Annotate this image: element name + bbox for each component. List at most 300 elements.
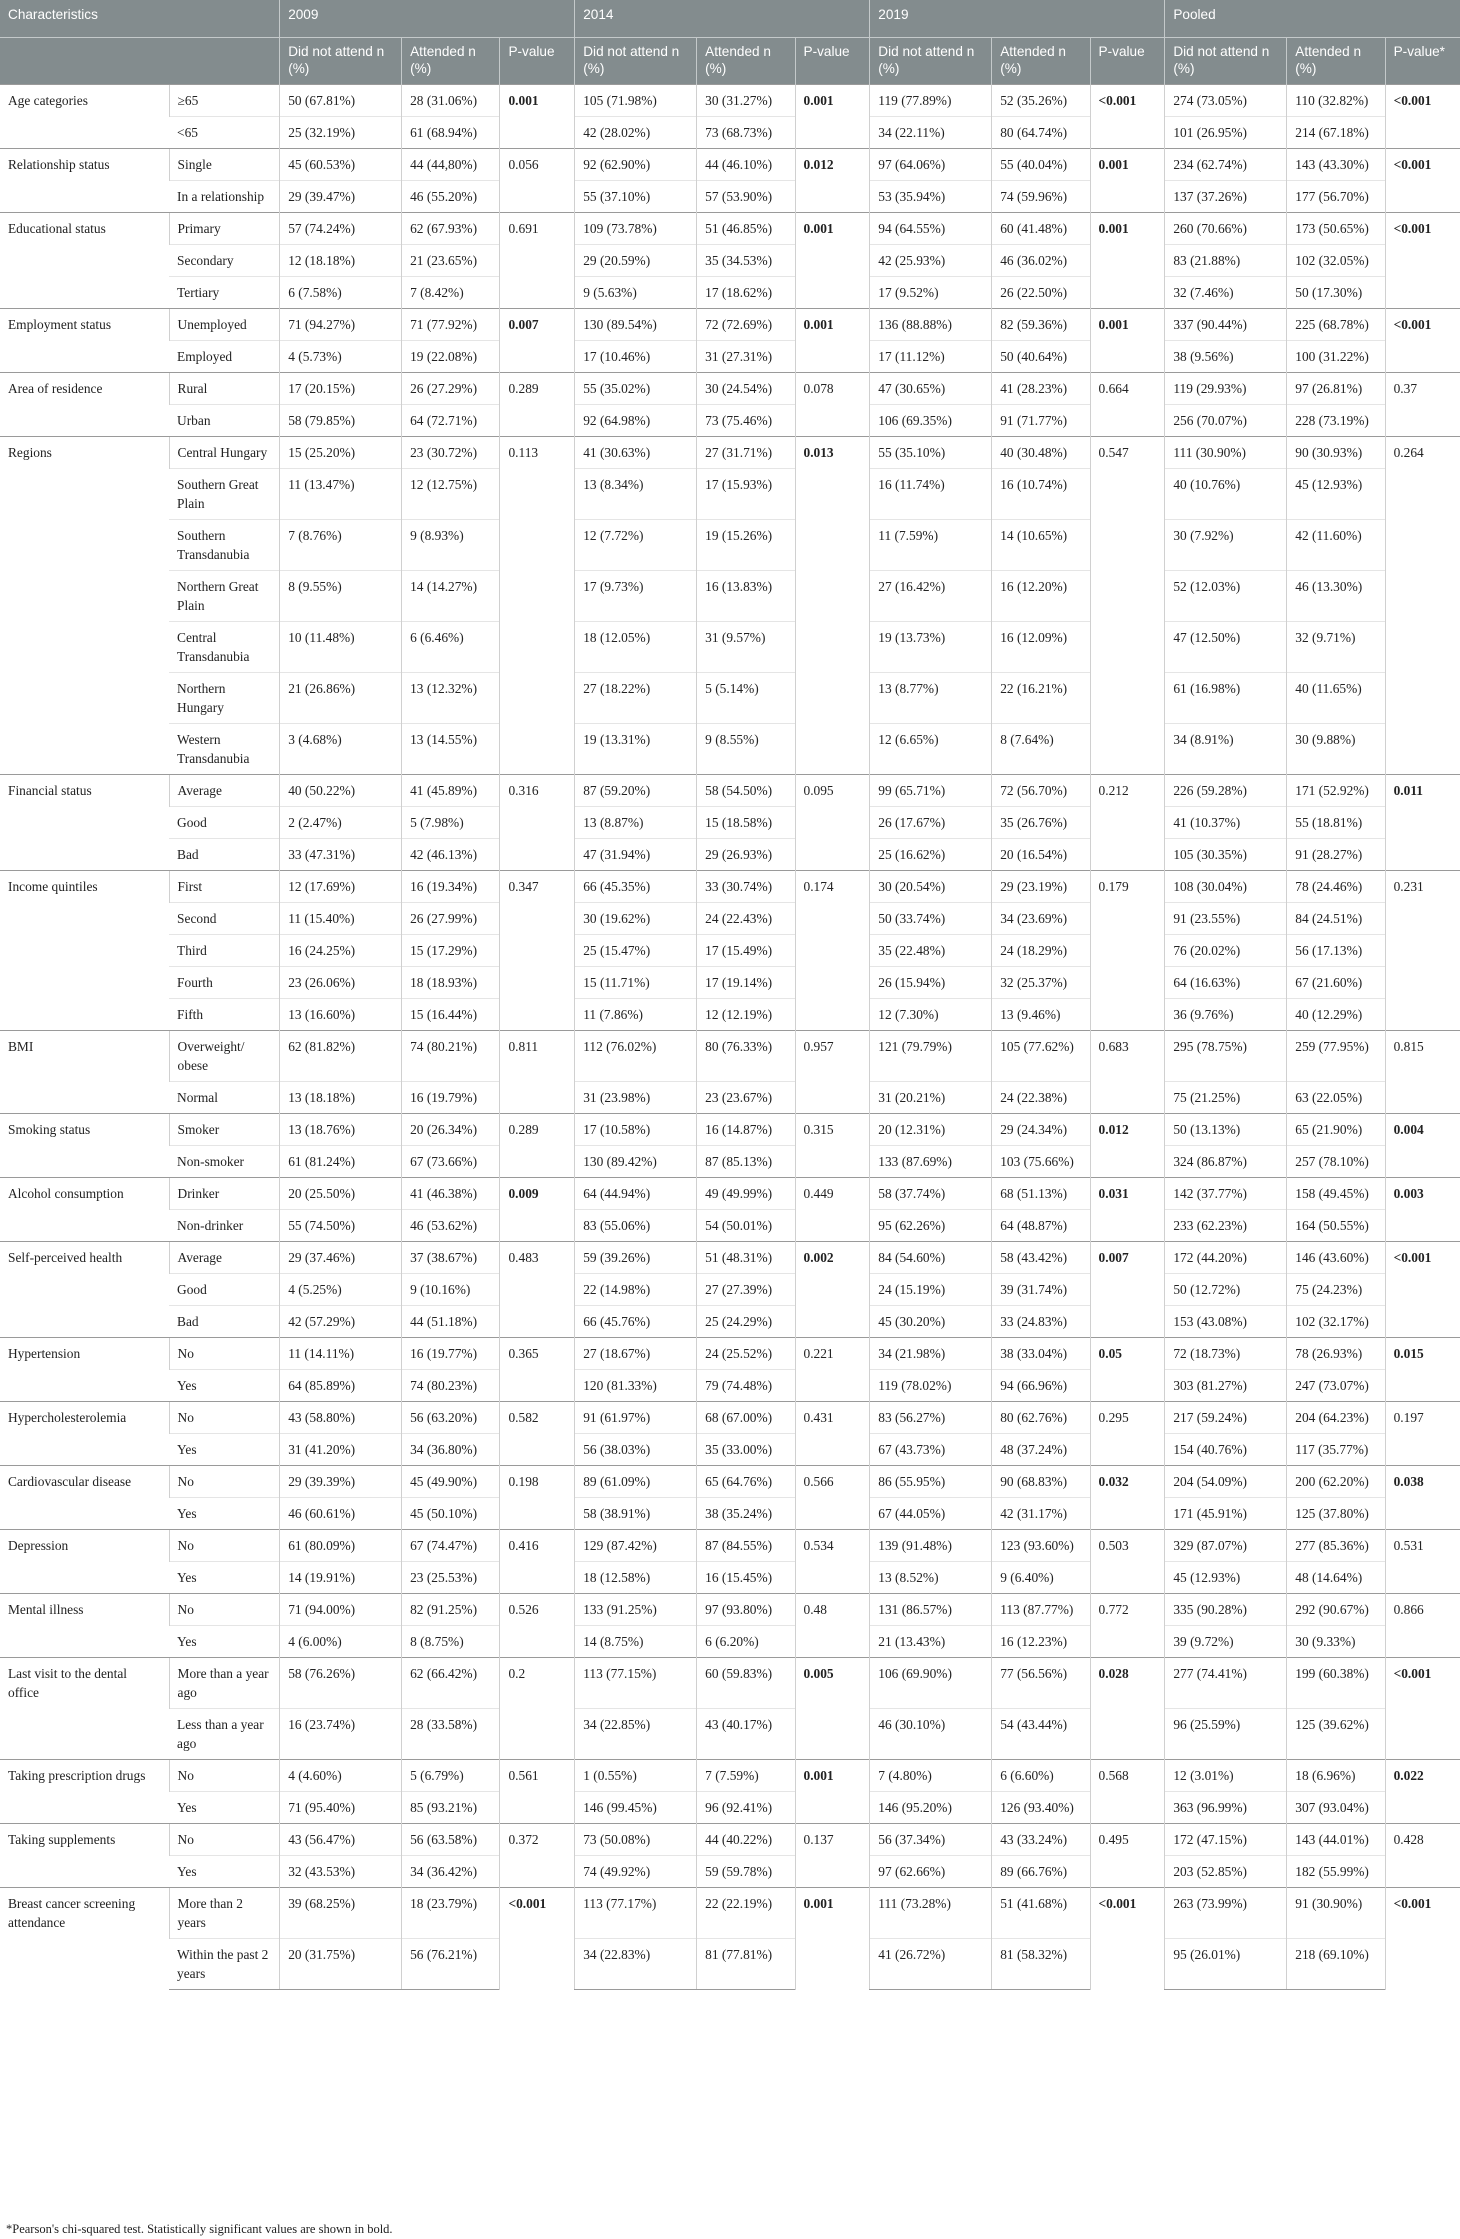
cell-attended: 292 (90.67%): [1287, 1594, 1385, 1626]
cell-attended: 27 (27.39%): [697, 1274, 795, 1306]
category-label: Fifth: [169, 999, 280, 1031]
cell-p-value: [500, 775, 575, 871]
cell-did-not-attend: 13 (18.76%): [280, 1114, 402, 1146]
cell-did-not-attend: 16 (23.74%): [280, 1709, 402, 1760]
cell-attended: 16 (12.09%): [992, 622, 1090, 673]
cell-did-not-attend: 47 (31.94%): [575, 839, 697, 871]
category-label: ≥65: [169, 85, 280, 117]
table-row: [0, 807, 1460, 839]
cell-attended: 21 (23.65%): [402, 245, 500, 277]
cell-did-not-attend: 34 (22.85%): [575, 1709, 697, 1760]
cell-attended: 5 (5.14%): [697, 673, 795, 724]
cell-attended: 40 (11.65%): [1287, 673, 1385, 724]
cell-did-not-attend: 46 (30.10%): [870, 1709, 992, 1760]
category-label: Employed: [169, 341, 280, 373]
table-row: [0, 85, 1460, 117]
cell-attended: 199 (60.38%): [1287, 1658, 1385, 1709]
cell-attended: 79 (74.48%): [697, 1370, 795, 1402]
cell-did-not-attend: 26 (17.67%): [870, 807, 992, 839]
cell-did-not-attend: 43 (56.47%): [280, 1824, 402, 1856]
p-value-text: 0.37: [1393, 381, 1418, 396]
p-value-text: 0.212: [1098, 783, 1129, 798]
p-value-text: 0.001: [803, 221, 834, 236]
p-value-text: 0.289: [508, 1122, 539, 1137]
cell-attended: 65 (21.90%): [1287, 1114, 1385, 1146]
cell-attended: 16 (19.79%): [402, 1082, 500, 1114]
cell-attended: 67 (74.47%): [402, 1530, 500, 1562]
cell-attended: 18 (6.96%): [1287, 1760, 1385, 1792]
p-value-text: 0.48: [803, 1602, 827, 1617]
category-label: Rural: [169, 373, 280, 405]
cell-attended: 54 (43.44%): [992, 1709, 1090, 1760]
cell-attended: 38 (33.04%): [992, 1338, 1090, 1370]
cell-did-not-attend: 11 (14.11%): [280, 1338, 402, 1370]
cell-did-not-attend: 172 (44.20%): [1165, 1242, 1287, 1274]
cell-attended: 39 (31.74%): [992, 1274, 1090, 1306]
cell-attended: 33 (30.74%): [697, 871, 795, 903]
cell-did-not-attend: 55 (37.10%): [575, 181, 697, 213]
cell-attended: 182 (55.99%): [1287, 1856, 1385, 1888]
cell-did-not-attend: 95 (62.26%): [870, 1210, 992, 1242]
table-row: [0, 1626, 1460, 1658]
cell-did-not-attend: 14 (19.91%): [280, 1562, 402, 1594]
p-value-text: 0.002: [803, 1250, 834, 1265]
cell-attended: 27 (31.71%): [697, 437, 795, 469]
cell-attended: 89 (66.76%): [992, 1856, 1090, 1888]
cell-p-value: [1385, 1031, 1460, 1114]
table-row: [0, 935, 1460, 967]
p-value-text: 0.001: [803, 317, 834, 332]
cell-attended: 90 (30.93%): [1287, 437, 1385, 469]
cell-attended: 48 (37.24%): [992, 1434, 1090, 1466]
cell-attended: 18 (18.93%): [402, 967, 500, 999]
p-value-text: <0.001: [1393, 317, 1432, 332]
cell-did-not-attend: 25 (32.19%): [280, 117, 402, 149]
cell-did-not-attend: 13 (8.52%): [870, 1562, 992, 1594]
cell-did-not-attend: 17 (11.12%): [870, 341, 992, 373]
header-p-value: P-value: [795, 38, 870, 85]
cell-p-value: [795, 213, 870, 309]
p-value-text: 0.561: [508, 1768, 539, 1783]
p-value-text: 0.431: [803, 1410, 834, 1425]
cell-attended: 23 (23.67%): [697, 1082, 795, 1114]
cell-did-not-attend: 120 (81.33%): [575, 1370, 697, 1402]
cell-attended: 71 (77.92%): [402, 309, 500, 341]
cell-did-not-attend: 7 (8.76%): [280, 520, 402, 571]
p-value-text: 0.003: [1393, 1186, 1424, 1201]
cell-did-not-attend: 204 (54.09%): [1165, 1466, 1287, 1498]
cell-attended: 43 (33.24%): [992, 1824, 1090, 1856]
cell-p-value: [500, 1594, 575, 1658]
cell-p-value: [1090, 1466, 1165, 1530]
cell-attended: 12 (12.75%): [402, 469, 500, 520]
p-value-text: 0.056: [508, 157, 539, 172]
p-value-text: 0.372: [508, 1832, 539, 1847]
cell-attended: 31 (27.31%): [697, 341, 795, 373]
p-value-text: 0.012: [803, 157, 834, 172]
category-label: More than 2 years: [169, 1888, 280, 1939]
cell-did-not-attend: 153 (43.08%): [1165, 1306, 1287, 1338]
cell-did-not-attend: 61 (81.24%): [280, 1146, 402, 1178]
cell-did-not-attend: 7 (4.80%): [870, 1760, 992, 1792]
cell-did-not-attend: 233 (62.23%): [1165, 1210, 1287, 1242]
table-header: [0, 0, 1460, 85]
table-row: [0, 405, 1460, 437]
cell-attended: 200 (62.20%): [1287, 1466, 1385, 1498]
header-characteristics: Characteristics: [0, 0, 280, 38]
header-did-not-attend: Did not attend n (%): [575, 38, 697, 85]
p-value-text: <0.001: [1393, 1250, 1432, 1265]
cell-attended: 30 (9.33%): [1287, 1626, 1385, 1658]
cell-attended: 48 (14.64%): [1287, 1562, 1385, 1594]
category-label: Bad: [169, 839, 280, 871]
p-value-text: 0.179: [1098, 879, 1129, 894]
group-label: Area of residence: [0, 373, 169, 437]
category-label: Bad: [169, 1306, 280, 1338]
cell-did-not-attend: 50 (67.81%): [280, 85, 402, 117]
cell-attended: 84 (24.51%): [1287, 903, 1385, 935]
cell-did-not-attend: 137 (37.26%): [1165, 181, 1287, 213]
category-label: Southern Great Plain: [169, 469, 280, 520]
cell-attended: 9 (8.55%): [697, 724, 795, 775]
group-label: Employment status: [0, 309, 169, 373]
cell-p-value: [795, 1888, 870, 1990]
category-label: In a relationship: [169, 181, 280, 213]
cell-did-not-attend: 42 (25.93%): [870, 245, 992, 277]
cell-did-not-attend: 97 (64.06%): [870, 149, 992, 181]
cell-did-not-attend: 41 (26.72%): [870, 1939, 992, 1990]
cell-did-not-attend: 9 (5.63%): [575, 277, 697, 309]
cell-attended: 67 (73.66%): [402, 1146, 500, 1178]
category-label: Yes: [169, 1562, 280, 1594]
table-row: [0, 1114, 1460, 1146]
cell-p-value: [500, 1658, 575, 1760]
cell-did-not-attend: 39 (9.72%): [1165, 1626, 1287, 1658]
cell-p-value: [1385, 1114, 1460, 1178]
table-row: [0, 1338, 1460, 1370]
category-label: No: [169, 1760, 280, 1792]
cell-did-not-attend: 101 (26.95%): [1165, 117, 1287, 149]
category-label: Secondary: [169, 245, 280, 277]
cell-attended: 85 (93.21%): [402, 1792, 500, 1824]
category-label: Single: [169, 149, 280, 181]
p-value-text: 0.007: [1098, 1250, 1129, 1265]
p-value-text: 0.174: [803, 879, 834, 894]
category-label: <65: [169, 117, 280, 149]
cell-did-not-attend: 16 (11.74%): [870, 469, 992, 520]
cell-p-value: [795, 437, 870, 775]
category-label: No: [169, 1402, 280, 1434]
cell-attended: 87 (85.13%): [697, 1146, 795, 1178]
cell-attended: 307 (93.04%): [1287, 1792, 1385, 1824]
cell-attended: 22 (22.19%): [697, 1888, 795, 1939]
cell-p-value: [795, 373, 870, 437]
cell-did-not-attend: 17 (9.73%): [575, 571, 697, 622]
table-row: [0, 775, 1460, 807]
cell-did-not-attend: 119 (77.89%): [870, 85, 992, 117]
cell-did-not-attend: 263 (73.99%): [1165, 1888, 1287, 1939]
cell-p-value: [500, 1114, 575, 1178]
cell-p-value: [795, 1338, 870, 1402]
cell-did-not-attend: 18 (12.58%): [575, 1562, 697, 1594]
cell-attended: 80 (76.33%): [697, 1031, 795, 1082]
cell-attended: 126 (93.40%): [992, 1792, 1090, 1824]
cell-did-not-attend: 13 (8.87%): [575, 807, 697, 839]
cell-p-value: [1090, 1114, 1165, 1178]
category-label: No: [169, 1594, 280, 1626]
cell-attended: 44 (40.22%): [697, 1824, 795, 1856]
cell-did-not-attend: 66 (45.35%): [575, 871, 697, 903]
table-row: [0, 1274, 1460, 1306]
cell-did-not-attend: 12 (6.65%): [870, 724, 992, 775]
cell-attended: 41 (28.23%): [992, 373, 1090, 405]
cell-attended: 18 (23.79%): [402, 1888, 500, 1939]
table-row: [0, 1562, 1460, 1594]
cell-p-value: [1090, 871, 1165, 1031]
cell-attended: 73 (68.73%): [697, 117, 795, 149]
cell-did-not-attend: 15 (25.20%): [280, 437, 402, 469]
header-did-not-attend: Did not attend n (%): [280, 38, 402, 85]
cell-attended: 77 (56.56%): [992, 1658, 1090, 1709]
p-value-text: 0.295: [1098, 1410, 1129, 1425]
p-value-text: <0.001: [1098, 1896, 1137, 1911]
cell-did-not-attend: 97 (62.66%): [870, 1856, 992, 1888]
cell-did-not-attend: 21 (26.86%): [280, 673, 402, 724]
cell-attended: 45 (49.90%): [402, 1466, 500, 1498]
cell-did-not-attend: 111 (30.90%): [1165, 437, 1287, 469]
cell-did-not-attend: 26 (15.94%): [870, 967, 992, 999]
cell-p-value: [500, 1466, 575, 1530]
cell-attended: 20 (16.54%): [992, 839, 1090, 871]
cell-attended: 5 (7.98%): [402, 807, 500, 839]
cell-did-not-attend: 1 (0.55%): [575, 1760, 697, 1792]
cell-attended: 7 (7.59%): [697, 1760, 795, 1792]
cell-attended: 42 (46.13%): [402, 839, 500, 871]
cell-attended: 62 (66.42%): [402, 1658, 500, 1709]
category-label: Yes: [169, 1856, 280, 1888]
cell-did-not-attend: 47 (12.50%): [1165, 622, 1287, 673]
cell-did-not-attend: 133 (91.25%): [575, 1594, 697, 1626]
table-row: [0, 1939, 1460, 1990]
cell-attended: 17 (15.93%): [697, 469, 795, 520]
cell-p-value: [500, 85, 575, 149]
cell-attended: 123 (93.60%): [992, 1530, 1090, 1562]
cell-attended: 64 (72.71%): [402, 405, 500, 437]
header-attended: Attended n (%): [992, 38, 1090, 85]
cell-did-not-attend: 130 (89.42%): [575, 1146, 697, 1178]
table-row: [0, 1242, 1460, 1274]
cell-attended: 64 (48.87%): [992, 1210, 1090, 1242]
cell-attended: 14 (14.27%): [402, 571, 500, 622]
cell-did-not-attend: 119 (78.02%): [870, 1370, 992, 1402]
cell-did-not-attend: 34 (8.91%): [1165, 724, 1287, 775]
cell-attended: 90 (68.83%): [992, 1466, 1090, 1498]
group-label: Alcohol consumption: [0, 1178, 169, 1242]
cell-attended: 164 (50.55%): [1287, 1210, 1385, 1242]
cell-did-not-attend: 363 (96.99%): [1165, 1792, 1287, 1824]
cell-attended: 82 (59.36%): [992, 309, 1090, 341]
table-row: [0, 1082, 1460, 1114]
p-value-text: 0.2: [508, 1666, 526, 1681]
table-row: [0, 903, 1460, 935]
cell-did-not-attend: 96 (25.59%): [1165, 1709, 1287, 1760]
category-label: Southern Transdanubia: [169, 520, 280, 571]
cell-did-not-attend: 274 (73.05%): [1165, 85, 1287, 117]
cell-did-not-attend: 108 (30.04%): [1165, 871, 1287, 903]
cell-attended: 41 (45.89%): [402, 775, 500, 807]
cell-attended: 78 (24.46%): [1287, 871, 1385, 903]
cell-attended: 94 (66.96%): [992, 1370, 1090, 1402]
p-value-text: 0.683: [1098, 1039, 1129, 1054]
cell-did-not-attend: 83 (55.06%): [575, 1210, 697, 1242]
cell-attended: 7 (8.42%): [402, 277, 500, 309]
cell-attended: 9 (8.93%): [402, 520, 500, 571]
category-label: Yes: [169, 1370, 280, 1402]
category-label: Fourth: [169, 967, 280, 999]
p-value-text: 0.013: [803, 445, 834, 460]
cell-p-value: [795, 1178, 870, 1242]
cell-attended: 56 (63.58%): [402, 1824, 500, 1856]
cell-p-value: [1090, 1824, 1165, 1888]
cell-attended: 35 (33.00%): [697, 1434, 795, 1466]
cell-did-not-attend: 8 (9.55%): [280, 571, 402, 622]
cell-did-not-attend: 13 (18.18%): [280, 1082, 402, 1114]
cell-p-value: [795, 775, 870, 871]
cell-did-not-attend: 55 (35.02%): [575, 373, 697, 405]
cell-p-value: [795, 1594, 870, 1658]
cell-did-not-attend: 47 (30.65%): [870, 373, 992, 405]
cell-did-not-attend: 45 (30.20%): [870, 1306, 992, 1338]
cell-did-not-attend: 130 (89.54%): [575, 309, 697, 341]
cell-did-not-attend: 34 (22.83%): [575, 1939, 697, 1990]
cell-attended: 214 (67.18%): [1287, 117, 1385, 149]
cell-did-not-attend: 121 (79.79%): [870, 1031, 992, 1082]
cell-did-not-attend: 50 (13.13%): [1165, 1114, 1287, 1146]
cell-did-not-attend: 46 (60.61%): [280, 1498, 402, 1530]
cell-did-not-attend: 33 (47.31%): [280, 839, 402, 871]
cell-attended: 38 (35.24%): [697, 1498, 795, 1530]
category-label: Western Transdanubia: [169, 724, 280, 775]
cell-did-not-attend: 4 (6.00%): [280, 1626, 402, 1658]
cell-attended: 63 (22.05%): [1287, 1082, 1385, 1114]
header-blank: [0, 38, 280, 85]
cell-attended: 46 (13.30%): [1287, 571, 1385, 622]
p-value-text: 0.022: [1393, 1768, 1424, 1783]
category-label: Within the past 2 years: [169, 1939, 280, 1990]
cell-attended: 15 (16.44%): [402, 999, 500, 1031]
p-value-text: 0.526: [508, 1602, 539, 1617]
cell-p-value: [1090, 85, 1165, 149]
cell-attended: 67 (21.60%): [1287, 967, 1385, 999]
cell-p-value: [795, 1530, 870, 1594]
p-value-text: 0.811: [508, 1039, 539, 1054]
cell-did-not-attend: 11 (13.47%): [280, 469, 402, 520]
cell-attended: 46 (36.02%): [992, 245, 1090, 277]
header-attended: Attended n (%): [1287, 38, 1385, 85]
cell-did-not-attend: 146 (95.20%): [870, 1792, 992, 1824]
table-row: [0, 1824, 1460, 1856]
cell-p-value: [500, 373, 575, 437]
cell-did-not-attend: 30 (7.92%): [1165, 520, 1287, 571]
cell-p-value: [1385, 213, 1460, 309]
cell-did-not-attend: 4 (5.25%): [280, 1274, 402, 1306]
p-value-text: 0.365: [508, 1346, 539, 1361]
p-value-text: 0.004: [1393, 1122, 1424, 1137]
group-label: Age categories: [0, 85, 169, 149]
cell-did-not-attend: 40 (10.76%): [1165, 469, 1287, 520]
cell-attended: 97 (26.81%): [1287, 373, 1385, 405]
p-value-text: 0.691: [508, 221, 539, 236]
cell-p-value: [1090, 1888, 1165, 1990]
cell-did-not-attend: 55 (74.50%): [280, 1210, 402, 1242]
cell-attended: 8 (8.75%): [402, 1626, 500, 1658]
cell-attended: 9 (10.16%): [402, 1274, 500, 1306]
cell-attended: 81 (77.81%): [697, 1939, 795, 1990]
cell-attended: 14 (10.65%): [992, 520, 1090, 571]
cell-attended: 44 (51.18%): [402, 1306, 500, 1338]
cell-attended: 17 (15.49%): [697, 935, 795, 967]
p-value-text: 0.534: [803, 1538, 834, 1553]
table-row: [0, 871, 1460, 903]
cell-did-not-attend: 99 (65.71%): [870, 775, 992, 807]
cell-attended: 34 (36.42%): [402, 1856, 500, 1888]
cell-did-not-attend: 217 (59.24%): [1165, 1402, 1287, 1434]
cell-did-not-attend: 112 (76.02%): [575, 1031, 697, 1082]
p-value-text: 0.568: [1098, 1768, 1129, 1783]
cell-p-value: [1090, 1658, 1165, 1760]
cell-attended: 37 (38.67%): [402, 1242, 500, 1274]
cell-attended: 15 (17.29%): [402, 935, 500, 967]
table-row: [0, 469, 1460, 520]
header-attended: Attended n (%): [402, 38, 500, 85]
table-row: [0, 117, 1460, 149]
p-value-text: 0.095: [803, 783, 834, 798]
cell-attended: 26 (27.99%): [402, 903, 500, 935]
cell-attended: 51 (41.68%): [992, 1888, 1090, 1939]
p-value-text: 0.012: [1098, 1122, 1129, 1137]
cell-attended: 146 (43.60%): [1287, 1242, 1385, 1274]
cell-did-not-attend: 256 (70.07%): [1165, 405, 1287, 437]
cell-attended: 6 (6.60%): [992, 1760, 1090, 1792]
cell-p-value: [500, 309, 575, 373]
cell-did-not-attend: 43 (58.80%): [280, 1402, 402, 1434]
cell-attended: 110 (32.82%): [1287, 85, 1385, 117]
cell-did-not-attend: 30 (19.62%): [575, 903, 697, 935]
table-row: [0, 724, 1460, 775]
cell-did-not-attend: 32 (43.53%): [280, 1856, 402, 1888]
p-value-text: 0.264: [1393, 445, 1424, 460]
cell-did-not-attend: 105 (71.98%): [575, 85, 697, 117]
cell-attended: 26 (27.29%): [402, 373, 500, 405]
cell-attended: 34 (23.69%): [992, 903, 1090, 935]
header-year-2019: 2019: [870, 0, 1165, 38]
cell-did-not-attend: 52 (12.03%): [1165, 571, 1287, 622]
p-value-text: <0.001: [508, 1896, 547, 1911]
cell-attended: 40 (12.29%): [1287, 999, 1385, 1031]
cell-attended: 91 (30.90%): [1287, 1888, 1385, 1939]
cell-attended: 75 (24.23%): [1287, 1274, 1385, 1306]
cell-did-not-attend: 19 (13.31%): [575, 724, 697, 775]
cell-attended: 59 (59.78%): [697, 1856, 795, 1888]
cell-attended: 25 (24.29%): [697, 1306, 795, 1338]
cell-attended: 30 (24.54%): [697, 373, 795, 405]
cell-attended: 6 (6.46%): [402, 622, 500, 673]
table-row: [0, 373, 1460, 405]
cell-attended: 9 (6.40%): [992, 1562, 1090, 1594]
table-row: [0, 1658, 1460, 1709]
p-value-text: 0.547: [1098, 445, 1129, 460]
p-value-text: <0.001: [1393, 93, 1432, 108]
